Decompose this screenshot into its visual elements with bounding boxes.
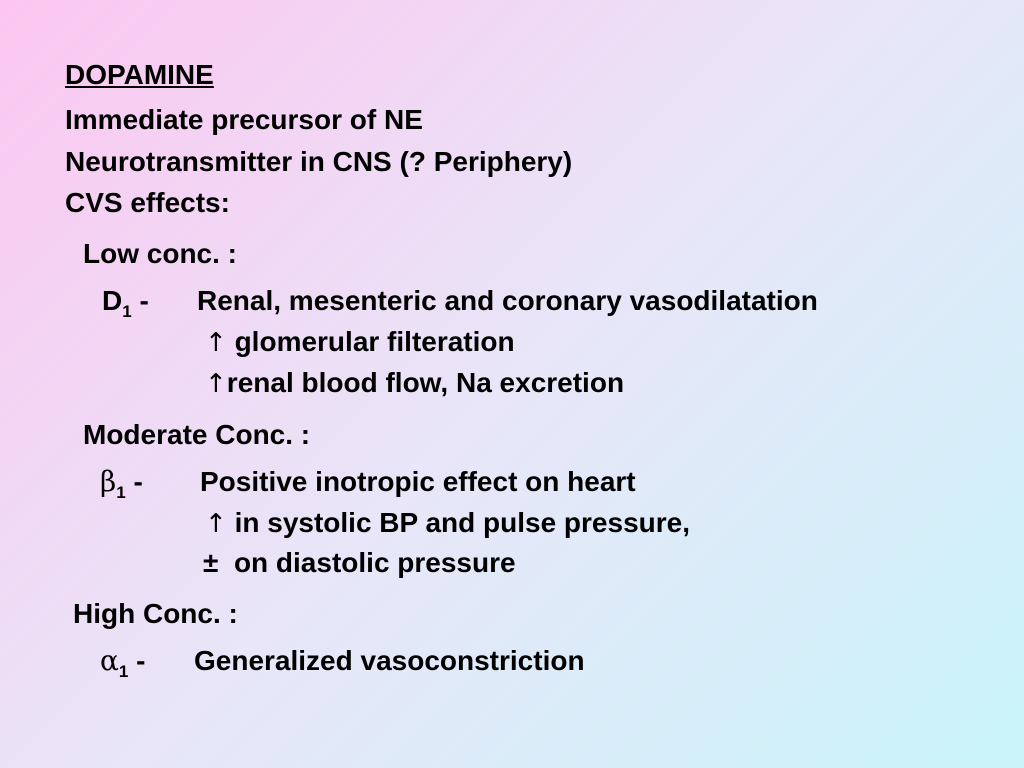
moderate-effect-systolic-text: in systolic BP and pulse pressure,	[234, 507, 691, 538]
low-effect-gfr	[205, 325, 515, 360]
receptor-dash: -	[139, 285, 149, 316]
receptor-symbol-beta: β	[100, 465, 117, 498]
intro-line-cvs-effects: CVS effects:	[65, 187, 230, 218]
moderate-effect-inotropic: Positive inotropic effect on heart	[200, 466, 636, 497]
receptor-dash: -	[136, 645, 146, 676]
low-conc-heading: Low conc. :	[83, 238, 237, 269]
receptor-subscript: 1	[116, 483, 126, 502]
moderate-effect-diastolic-text: on diastolic pressure	[233, 547, 516, 578]
up-arrow-icon: ↑	[205, 328, 227, 358]
high-conc-heading: High Conc. :	[73, 598, 238, 629]
low-effect-gfr-text: glomerular filteration	[234, 326, 515, 357]
receptor-subscript: 1	[118, 662, 129, 681]
moderate-effect-diastolic	[203, 546, 516, 580]
moderate-conc-heading: Moderate Conc. :	[83, 419, 311, 450]
receptor-symbol-d: D	[102, 285, 123, 316]
slide-title: DOPAMINE	[65, 59, 214, 90]
receptor-dash: -	[133, 466, 143, 497]
intro-line-precursor: Immediate precursor of NE	[65, 104, 423, 135]
high-effect-vasoconstriction: Generalized vasoconstriction	[194, 645, 585, 676]
receptor-subscript: 1	[122, 302, 132, 321]
low-effect-renal-flow	[205, 366, 624, 401]
plus-minus-icon: ±	[203, 547, 219, 578]
high-receptor-label	[100, 644, 146, 682]
low-effect-vasodilatation: Renal, mesenteric and coronary vasodilatation	[197, 285, 818, 316]
up-arrow-icon: ↑	[205, 369, 227, 399]
low-effect-renal-flow-text: renal blood flow, Na excretion	[226, 367, 625, 398]
moderate-receptor-label	[100, 465, 143, 503]
receptor-symbol-alpha: α	[100, 644, 119, 677]
up-arrow-icon: ↑	[205, 509, 227, 539]
intro-line-neurotransmitter: Neurotransmitter in CNS (? Periphery)	[65, 146, 573, 177]
moderate-effect-systolic	[205, 506, 690, 541]
low-receptor-label	[102, 284, 149, 322]
